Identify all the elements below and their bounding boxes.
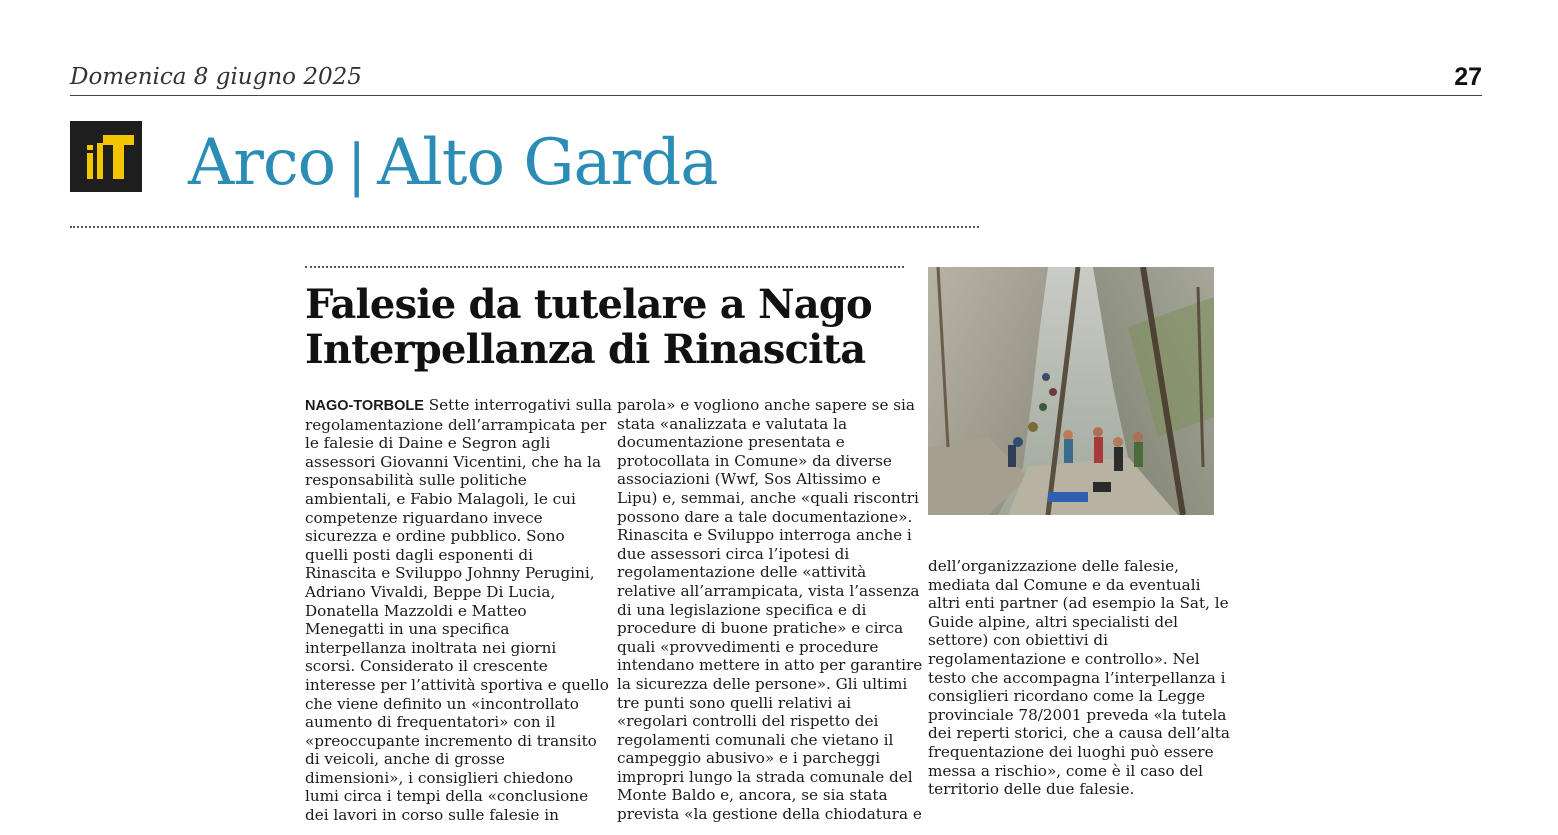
article-kicker: NAGO-TORBOLE (305, 398, 424, 414)
text-line: testo che accompagna l’interpellanza i (928, 668, 1226, 687)
text-line: prevista «la gestione della chiodatura e (617, 805, 922, 824)
text-line: di una legislazione specifica e di (617, 600, 867, 619)
text-line: provinciale 78/2001 preveda «la tutela (928, 705, 1227, 724)
text-line: regolamentazione e controllo». Nel (928, 649, 1200, 668)
article-column-2 (617, 396, 923, 824)
text-line: frequentazione dei luoghi può essere (928, 742, 1214, 761)
climbers-photo-icon (928, 267, 1214, 515)
article-headline (305, 282, 925, 372)
text-line: territorio delle due falesie. (928, 780, 1135, 799)
text-line: Rinascita e Sviluppo interroga anche i (617, 526, 912, 545)
text-line-content: Sette interrogativi sulla (428, 396, 612, 414)
text-line: regolamentazione dell’arrampicata per (305, 415, 607, 434)
text-line: interpellanza inoltrata nei giorni (305, 638, 557, 657)
text-line: documentazione presentata e (617, 433, 845, 452)
text-line: stata «analizzata e valutata la (617, 414, 848, 433)
text-line: regolamentazione delle «attività (617, 563, 867, 582)
section-divider (70, 226, 979, 228)
text-line: Donatella Mazzoldi e Matteo (305, 601, 527, 620)
page-number: 27 (1454, 63, 1482, 91)
text-line: possono dare a tale documentazione». (617, 507, 913, 526)
text-line: quelli posti dagli esponenti di (305, 545, 533, 564)
text-line: scorsi. Considerato il crescente (305, 657, 548, 676)
text-line: regolamenti comunali che vietano il (617, 730, 894, 749)
text-line: che viene definito un «incontrollato (305, 694, 579, 713)
text-line: ambientali, e Fabio Malagoli, le cui (305, 489, 576, 508)
text-line: Guide alpine, altri specialisti del (928, 612, 1178, 631)
section-title-alto-garda: Alto Garda (377, 126, 718, 200)
text-line: procedure di buone pratiche» e circa (617, 619, 904, 638)
text-line: «preoccupante incremento di transito (305, 731, 597, 750)
text-line: quali «provvedimenti e procedure (617, 637, 879, 656)
text-line: dei lavori in corso sulle falesie in (305, 806, 559, 825)
issue-date: Domenica 8 giugno 2025 (70, 64, 362, 90)
text-line: aumento di frequentatori» con il (305, 713, 556, 732)
header-rule (70, 95, 1482, 96)
headline-line: Interpellanza di Rinascita (305, 326, 866, 373)
text-line: Lipu) e, semmai, anche «quali riscontri (617, 488, 919, 507)
text-line: lumi circa i tempi della «conclusione (305, 787, 589, 806)
article-divider (305, 266, 904, 268)
text-line: campeggio abusivo» e i parcheggi (617, 749, 881, 768)
article-column-3 (928, 557, 1230, 799)
text-line: altri enti partner (ad esempio la Sat, le (928, 594, 1229, 613)
text-line: impropri lungo la strada comunale del (617, 767, 913, 786)
text-line: Adriano Vivaldi, Beppe Di Lucia, (305, 582, 556, 601)
headline-line: Falesie da tutelare a Nago (305, 281, 872, 328)
section-title-arco: Arco (188, 126, 336, 200)
article-column-1 (305, 396, 612, 825)
text-line: Rinascita e Sviluppo Johnny Perugini, (305, 564, 595, 583)
text-line: le falesie di Daine e Segron agli (305, 434, 551, 453)
text-line: settore) con obiettivi di (928, 631, 1109, 650)
section-separator: | (347, 133, 366, 198)
newspaper-logo-icon (70, 121, 142, 192)
text-line (305, 396, 612, 416)
text-line: relative all’arrampicata, vista l’assenza (617, 581, 920, 600)
text-line: mediata dal Comune e da eventuali (928, 575, 1201, 594)
text-line: protocollata in Comune» da diverse (617, 451, 892, 470)
text-line: «regolari controlli del rispetto dei (617, 712, 879, 731)
text-line: assessori Giovanni Vicentini, che ha la (305, 452, 602, 471)
text-line: responsabilità sulle politiche (305, 471, 527, 490)
text-line: la sicurezza delle persone». Gli ultimi (617, 674, 908, 693)
text-line: messa a rischio», come è il caso del (928, 761, 1204, 780)
text-line: Menegatti in una specifica (305, 620, 510, 639)
text-line: dei reperti storici, che a causa dell’alta (928, 724, 1230, 743)
text-line: dell’organizzazione delle falesie, (928, 557, 1179, 575)
text-line: associazioni (Wwf, Sos Altissimo e (617, 470, 881, 489)
text-line: competenze riguardano invece (305, 508, 543, 527)
text-line: tre punti sono quelli relativi ai (617, 693, 852, 712)
text-line: sicurezza e ordine pubblico. Sono (305, 527, 565, 546)
text-line: consiglieri ricordano come la Legge (928, 687, 1206, 706)
text-line: parola» e vogliono anche sapere se sia (617, 396, 915, 414)
text-line: interesse per l’attività sportiva e quello (305, 675, 609, 694)
text-line: di veicoli, anche di grosse (305, 750, 505, 769)
section-title (188, 126, 717, 200)
text-line: due assessori circa l’ipotesi di (617, 544, 850, 563)
text-line: Monte Baldo e, ancora, se sia stata (617, 786, 888, 805)
text-line: intendano mettere in atto per garantire (617, 656, 923, 675)
text-line: dimensioni», i consiglieri chiedono (305, 768, 574, 787)
